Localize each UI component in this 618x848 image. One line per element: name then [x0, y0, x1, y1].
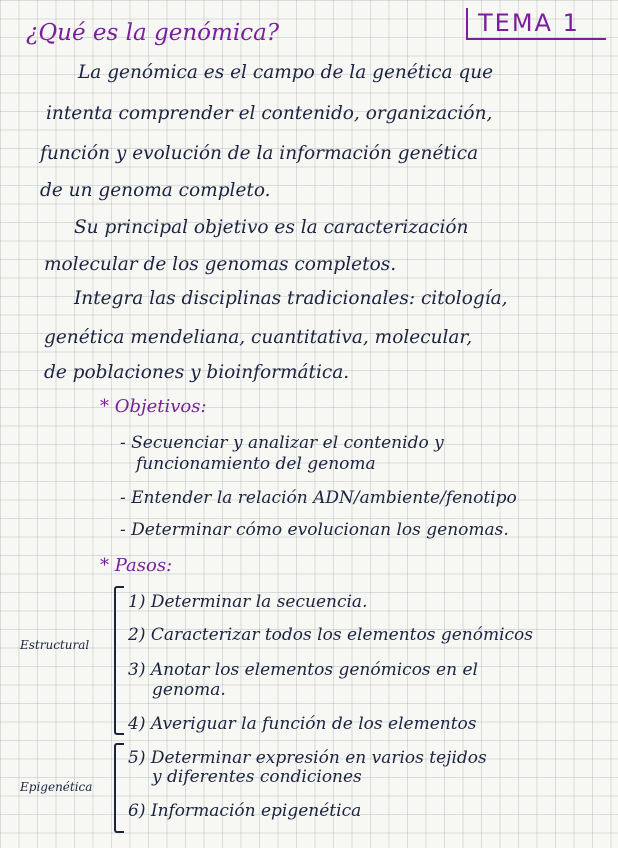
- paragraph-1-line-1: La genómica es el campo de la genética que: [78, 62, 494, 83]
- page-title: ¿Qué es la genómica?: [26, 20, 280, 46]
- paragraph-3-line-1: Integra las disciplinas tradicionales: citología,: [74, 288, 508, 309]
- objective-item-1: - Secuenciar y analizar el contenido y: [120, 433, 444, 453]
- structural-bracket: [114, 586, 124, 735]
- step-6: 6) Información epigenética: [128, 801, 362, 821]
- paragraph-1-line-2: intenta comprender el contenido, organización,: [46, 103, 493, 124]
- objective-item-1-cont: funcionamiento del genoma: [136, 454, 376, 474]
- step-5-cont: y diferentes condiciones: [152, 767, 362, 787]
- steps-heading: * Pasos:: [100, 555, 173, 576]
- objectives-heading: * Objetivos:: [100, 396, 207, 417]
- paragraph-2-line-2: molecular de los genomas completos.: [44, 254, 397, 275]
- paragraph-2-line-1: Su principal objetivo es la caracterización: [74, 217, 469, 238]
- step-2: 2) Caracterizar todos los elementos genómicos: [128, 625, 534, 645]
- objective-item-3: - Determinar cómo evolucionan los genomas.: [120, 520, 509, 540]
- step-1: 1) Determinar la secuencia.: [128, 592, 368, 612]
- step-3: 3) Anotar los elementos genómicos en el: [128, 660, 478, 680]
- topic-label: TEMA 1: [478, 9, 580, 37]
- paragraph-3-line-2: genética mendeliana, cuantitativa, molecular,: [44, 327, 473, 348]
- objective-item-2: - Entender la relación ADN/ambiente/fenotipo: [120, 488, 517, 508]
- epigenetic-bracket: [114, 743, 124, 833]
- structural-group-label: Estructural: [20, 638, 90, 652]
- step-5: 5) Determinar expresión en varios tejidos: [128, 748, 487, 768]
- paragraph-1-line-3: función y evolución de la información genética: [40, 143, 479, 164]
- step-4: 4) Averiguar la función de los elementos: [128, 714, 477, 734]
- step-3-cont: genoma.: [152, 680, 226, 700]
- topic-box: [466, 8, 606, 40]
- paragraph-1-line-4: de un genoma completo.: [40, 180, 271, 201]
- paragraph-3-line-3: de poblaciones y bioinformática.: [44, 362, 350, 383]
- epigenetic-group-label: Epigenética: [20, 780, 93, 794]
